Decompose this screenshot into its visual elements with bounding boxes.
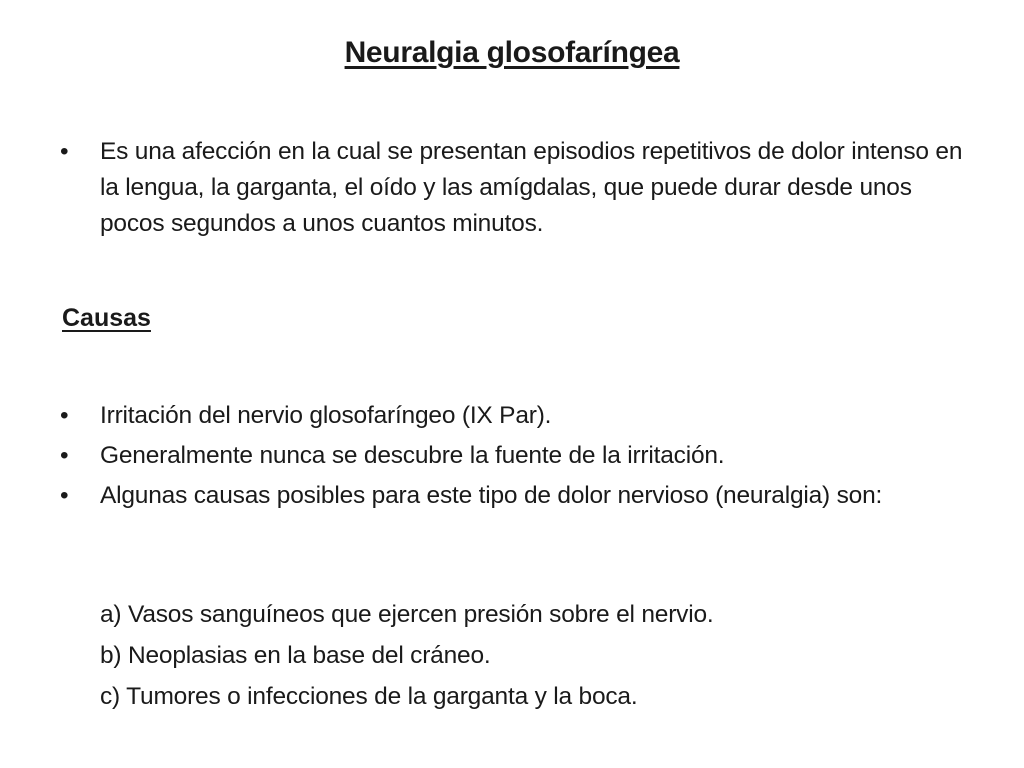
causes-heading: Causas [62,304,151,332]
bullet-item [60,398,970,433]
intro-bullet-list [60,134,970,242]
bullet-dot-icon: • [60,442,69,469]
bullet-item [60,438,970,473]
bullet-text: Algunas causas posibles para este tipo de dolor nervioso (neuralgia) son: [100,482,883,509]
bullet-item [60,478,970,513]
list-item: a) Vasos sanguíneos que ejercen presión sobre el nervio. [100,601,714,628]
bullet-item [60,134,970,242]
bullet-text: Es una afección en la cual se presentan episodios repetitivos de dolor intenso en la lengua, la garganta, el oído y las amígdalas, que puede durar desde unos pocos segundos a unos cuantos minutos. [100,138,963,237]
possible-causes-list [100,594,980,717]
bullet-text: Generalmente nunca se descubre la fuente de la irritación. [100,442,725,469]
bullet-dot-icon: • [60,402,69,429]
bullet-dot-icon: • [60,482,69,509]
slide-title: Neuralgia glosofaríngea [344,36,680,69]
bullet-text: Irritación del nervio glosofaríngeo (IX Par). [100,402,552,429]
bullet-dot-icon: • [60,138,69,165]
causes-bullet-list [60,398,970,518]
list-item: c) Tumores o infecciones de la garganta y la boca. [100,683,638,710]
list-item: b) Neoplasias en la base del cráneo. [100,642,491,669]
